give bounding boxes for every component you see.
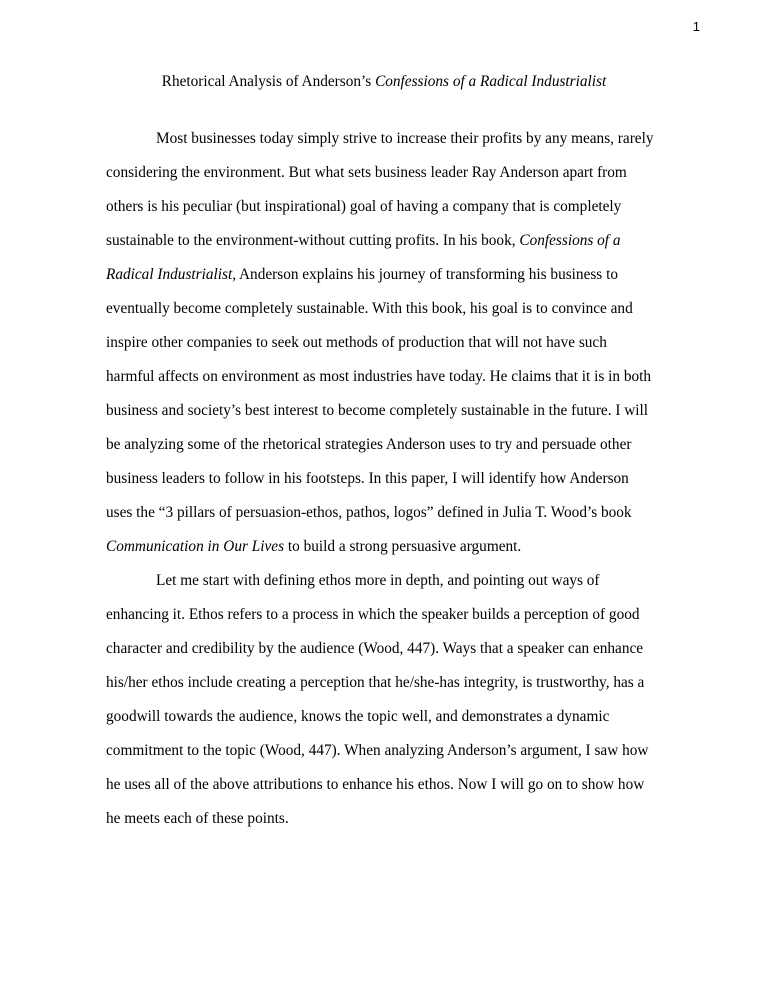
text-line: eventually become completely sustainable. With this book, his goal is to convince and bbox=[106, 300, 633, 317]
text-line: his/her ethos include creating a perception that he/she-has integrity, is trustworthy, has a bbox=[106, 674, 645, 691]
line-text: , Anderson explains his journey of transforming his business to bbox=[232, 266, 618, 283]
text-line: uses the “3 pillars of persuasion-ethos, pathos, logos” defined in Julia T. Wood’s book bbox=[106, 504, 632, 521]
text-line: harmful affects on environment as most industries have today. He claims that it is in both bbox=[106, 368, 652, 385]
text-line: commitment to the topic (Wood, 447). When analyzing Anderson’s argument, I saw how bbox=[106, 742, 649, 759]
text-line: character and credibility by the audience (Wood, 447). Ways that a speaker can enhance bbox=[106, 640, 644, 657]
book-title-italic: Communication in Our Lives bbox=[106, 538, 285, 555]
text-line: business and society’s best interest to become completely sustainable in the future. I will bbox=[106, 402, 649, 419]
text-line: Most businesses today simply strive to increase their profits by any means, rarely bbox=[156, 130, 654, 147]
text-line: he meets each of these points. bbox=[106, 810, 289, 827]
line-text: sustainable to the environment-without cutting profits. In his book, bbox=[106, 232, 520, 249]
title-prefix: Rhetorical Analysis of Anderson’s bbox=[161, 73, 376, 90]
text-line bbox=[106, 231, 621, 251]
text-line: business leaders to follow in his footsteps. In this paper, I will identify how Anderson bbox=[106, 470, 629, 487]
text-line: Let me start with defining ethos more in depth, and pointing out ways of bbox=[156, 572, 600, 589]
text-line bbox=[106, 265, 618, 285]
text-line: enhancing it. Ethos refers to a process in which the speaker builds a perception of good bbox=[106, 606, 640, 623]
text-line: he uses all of the above attributions to enhance his ethos. Now I will go on to show how bbox=[106, 776, 645, 793]
text-line bbox=[106, 537, 521, 557]
text-line: goodwill towards the audience, knows the topic well, and demonstrates a dynamic bbox=[106, 708, 610, 725]
text-line: inspire other companies to seek out methods of production that will not have such bbox=[106, 334, 607, 351]
text-line: considering the environment. But what sets business leader Ray Anderson apart from bbox=[106, 164, 627, 181]
text-line: be analyzing some of the rhetorical strategies Anderson uses to try and persuade other bbox=[106, 436, 632, 453]
document-title bbox=[0, 72, 768, 92]
book-title-italic: Radical Industrialist bbox=[106, 266, 233, 283]
book-title-italic: Confessions of a bbox=[519, 232, 621, 249]
line-text: to build a strong persuasive argument. bbox=[284, 538, 522, 555]
title-book-name: Confessions of a Radical Industrialist bbox=[375, 73, 607, 90]
text-line: others is his peculiar (but inspirational) goal of having a company that is completely bbox=[106, 198, 622, 215]
page-number: 1 bbox=[692, 19, 700, 34]
